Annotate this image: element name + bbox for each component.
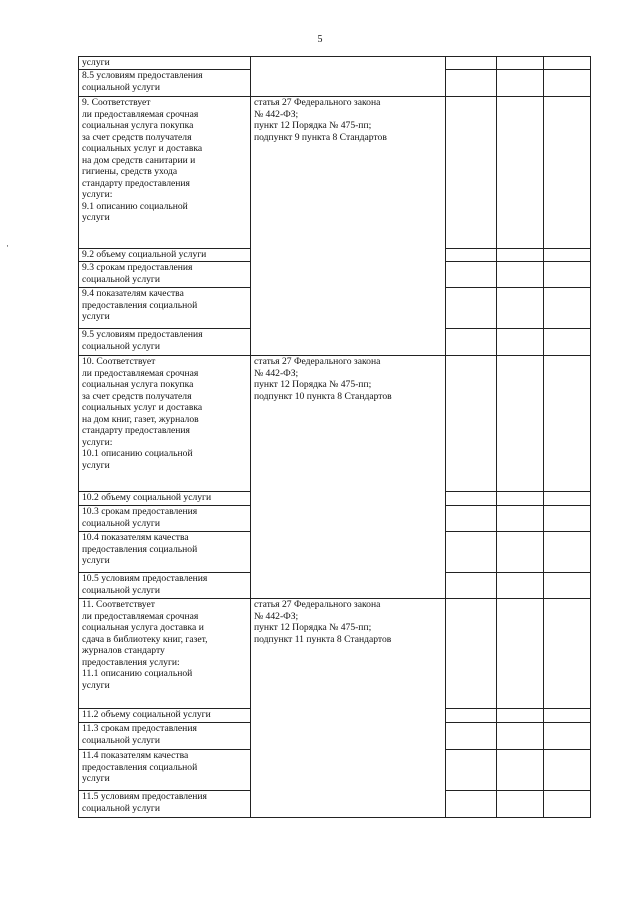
criterion-cell: 9.3 срокам предоставления социальной услуги <box>79 262 251 288</box>
criterion-cell: 11.2 объему социальной услуги <box>79 709 251 723</box>
answer-na-cell <box>544 70 591 97</box>
answer-na-cell <box>544 599 591 709</box>
criterion-cell: 9.2 объему социальной услуги <box>79 249 251 262</box>
table-row <box>79 356 591 492</box>
answer-yes-cell <box>446 709 497 723</box>
answer-na-cell <box>544 356 591 492</box>
answer-no-cell <box>497 356 544 492</box>
answer-no-cell <box>497 57 544 70</box>
criterion-cell: 10.5 условиям предоставления социальной услуги <box>79 573 251 599</box>
answer-yes-cell <box>446 599 497 709</box>
criterion-cell: 10.4 показателям качества предоставления социальной услуги <box>79 532 251 573</box>
answer-na-cell <box>544 288 591 329</box>
answer-na-cell <box>544 573 591 599</box>
answer-no-cell <box>497 492 544 506</box>
answer-yes-cell <box>446 723 497 750</box>
answer-na-cell <box>544 57 591 70</box>
answer-yes-cell <box>446 249 497 262</box>
table-row <box>79 599 591 709</box>
criterion-cell: 9.4 показателям качества предоставления социальной услуги <box>79 288 251 329</box>
criterion-cell: 10.2 объему социальной услуги <box>79 492 251 506</box>
answer-yes-cell <box>446 791 497 818</box>
answer-na-cell <box>544 709 591 723</box>
answer-no-cell <box>497 573 544 599</box>
basis-cell <box>251 57 446 97</box>
basis-cell: статья 27 Федерального закона № 442-ФЗ; пункт 12 Порядка № 475-пп; подпункт 9 пункта 8 Стандартов <box>251 97 446 356</box>
answer-na-cell <box>544 492 591 506</box>
answer-yes-cell <box>446 57 497 70</box>
criterion-cell: 9. Соответствует ли предоставляемая срочная социальная услуга покупка за счет средств получателя социальных услуг и доставка на дом средств санитарии и гигиены, средств ухода стандарту предоставления услуги: 9.1 описанию социальной услуги <box>79 97 251 249</box>
answer-no-cell <box>497 97 544 249</box>
answer-no-cell <box>497 723 544 750</box>
answer-no-cell <box>497 506 544 532</box>
criterion-cell: 9.5 условиям предоставления социальной услуги <box>79 329 251 356</box>
answer-yes-cell <box>446 288 497 329</box>
answer-na-cell <box>544 329 591 356</box>
answer-na-cell <box>544 791 591 818</box>
criterion-cell: 11.3 срокам предоставления социальной услуги <box>79 723 251 750</box>
answer-yes-cell <box>446 532 497 573</box>
answer-no-cell <box>497 70 544 97</box>
criterion-cell: 8.5 условиям предоставления социальной услуги <box>79 70 251 97</box>
table-row <box>79 97 591 249</box>
answer-no-cell <box>497 599 544 709</box>
answer-na-cell <box>544 723 591 750</box>
answer-na-cell <box>544 532 591 573</box>
criterion-cell: 11.4 показателям качества предоставления социальной услуги <box>79 750 251 791</box>
answer-yes-cell <box>446 97 497 249</box>
criterion-cell: 11. Соответствует ли предоставляемая срочная социальная услуга доставка и сдача в библиотеку книг, газет, журналов стандарту предоставления услуги: 11.1 описанию социальной услуги <box>79 599 251 709</box>
answer-yes-cell <box>446 329 497 356</box>
table-row <box>79 57 591 70</box>
answer-no-cell <box>497 262 544 288</box>
basis-cell: статья 27 Федерального закона № 442-ФЗ; пункт 12 Порядка № 475-пп; подпункт 10 пункта 8 Стандартов <box>251 356 446 599</box>
answer-no-cell <box>497 249 544 262</box>
stray-mark: · <box>6 241 9 251</box>
criterion-cell: 10.3 срокам предоставления социальной услуги <box>79 506 251 532</box>
criterion-cell: услуги <box>79 57 251 70</box>
answer-no-cell <box>497 791 544 818</box>
answer-no-cell <box>497 532 544 573</box>
answer-yes-cell <box>446 573 497 599</box>
answer-yes-cell <box>446 492 497 506</box>
answer-yes-cell <box>446 356 497 492</box>
basis-cell: статья 27 Федерального закона № 442-ФЗ; пункт 12 Порядка № 475-пп; подпункт 11 пункта 8 Стандартов <box>251 599 446 818</box>
answer-na-cell <box>544 506 591 532</box>
answer-yes-cell <box>446 506 497 532</box>
answer-yes-cell <box>446 70 497 97</box>
answer-no-cell <box>497 750 544 791</box>
answer-yes-cell <box>446 262 497 288</box>
criterion-cell: 10. Соответствует ли предоставляемая срочная социальная услуга покупка за счет средств получателя социальных услуг и доставка на дом книг, газет, журналов стандарту предоставления услуги: 10.1 описанию социальной услуги <box>79 356 251 492</box>
answer-no-cell <box>497 329 544 356</box>
answer-na-cell <box>544 249 591 262</box>
checklist-table <box>78 56 591 818</box>
answer-no-cell <box>497 288 544 329</box>
answer-na-cell <box>544 750 591 791</box>
answer-no-cell <box>497 709 544 723</box>
answer-na-cell <box>544 97 591 249</box>
answer-yes-cell <box>446 750 497 791</box>
criterion-cell: 11.5 условиям предоставления социальной услуги <box>79 791 251 818</box>
answer-na-cell <box>544 262 591 288</box>
page-number: 5 <box>317 34 323 45</box>
